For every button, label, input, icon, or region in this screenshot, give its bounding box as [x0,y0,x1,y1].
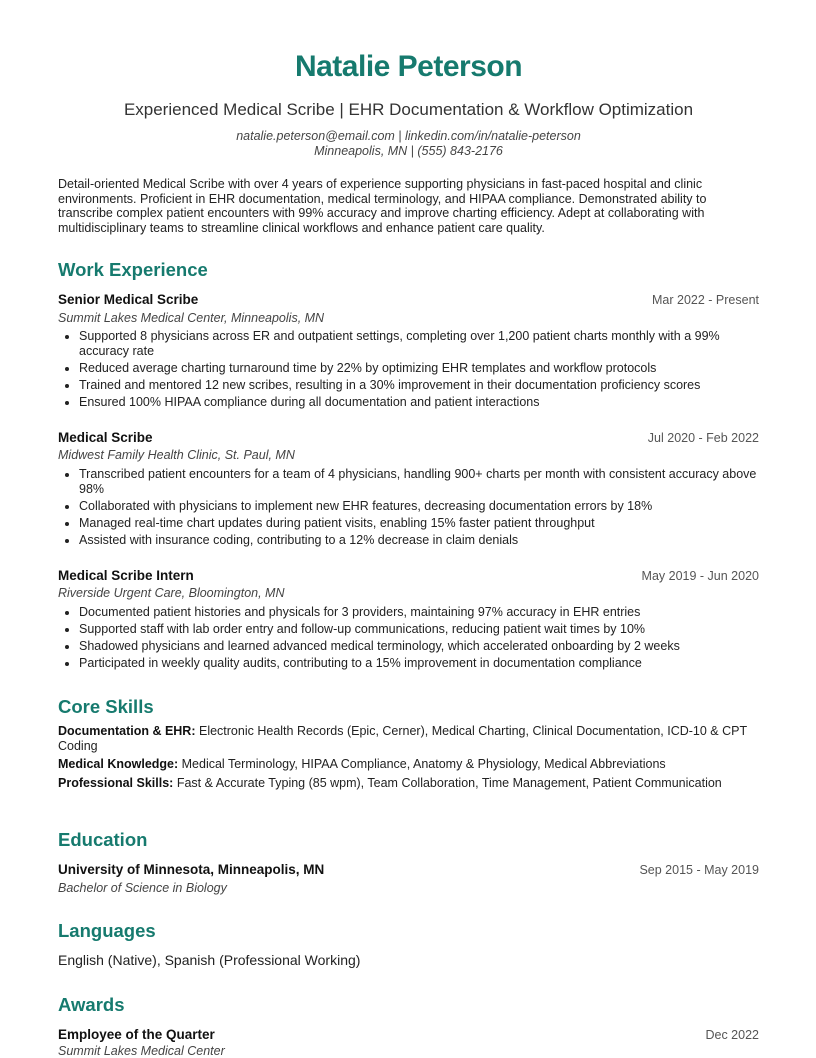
education-dates: Sep 2015 - May 2019 [639,863,759,877]
job-organization: Summit Lakes Medical Center, Minneapolis, MN [58,311,325,325]
award-title: Employee of the Quarter [58,1027,215,1042]
list-item: • Trained and mentored 12 new scribes, resulting in a 30% improvement in their documentation proficiency scores [79,378,759,393]
list-item: • Assisted with insurance coding, contributing to a 12% decrease in claim denials [79,533,759,548]
list-item: • Collaborated with physicians to implement new EHR features, decreasing documentation errors by 18% [79,499,759,514]
school-name: University of Minnesota, Minneapolis, MN [58,862,325,877]
list-item: • Supported 8 physicians across ER and outpatient settings, completing over 1,200 patient charts monthly with a 99% accuracy rate [79,329,759,358]
skill-value: Electronic Health Records (Epic, Cerner), Medical Charting, Clinical Documentation, ICD-10 & CPT Coding [58,724,747,753]
job-bullets [58,605,759,673]
section-title-work: Work Experience [58,259,208,280]
skill-line [58,776,759,791]
job-dates: Jul 2020 - Feb 2022 [647,431,759,445]
list-item: • Shadowed physicians and learned advanced medical terminology, which accelerated onboarding by 2 weeks [79,639,759,654]
headline: Experienced Medical Scribe | EHR Documentation & Workflow Optimization [123,100,694,119]
award-organization: Summit Lakes Medical Center [58,1044,225,1058]
skill-line [58,757,759,772]
professional-summary: Detail-oriented Medical Scribe with over 4 years of experience supporting physicians in fast-paced hospital and clinic environments. Proficient in EHR documentation, medical terminology, and HIPAA compliance. Demonstrated ability to transcribe complex patient encounters with 99% accuracy and improve charting efficiency. Adept at collaborating with multidisciplinary teams to streamline clinical workflows and enhance patient care quality. [58,177,707,235]
job-title: Medical Scribe Intern [58,568,194,583]
list-item: • Documented patient histories and physicals for 3 providers, maintaining 97% accuracy in EHR entries [79,605,759,620]
list-item: • Managed real-time chart updates during patient visits, enabling 15% faster patient throughput [79,516,759,531]
contact-line-email-linkedin: natalie.peterson@email.com | linkedin.com/in/natalie-peterson [236,129,581,143]
job-bullets [58,329,759,412]
skill-line [58,724,759,753]
candidate-name: Natalie Peterson [294,50,523,83]
skill-value: Fast & Accurate Typing (85 wpm), Team Collaboration, Time Management, Patient Communication [176,776,722,790]
job-bullets [58,467,759,550]
section-title-awards: Awards [58,994,125,1015]
skill-value: Medical Terminology, HIPAA Compliance, Anatomy & Physiology, Medical Abbreviations [181,757,666,771]
job-dates: May 2019 - Jun 2020 [641,569,759,583]
degree: Bachelor of Science in Biology [58,881,227,895]
list-item: • Supported staff with lab order entry and follow-up communications, reducing patient wait times by 10% [79,622,759,637]
section-title-education: Education [58,829,148,850]
job-organization: Riverside Urgent Care, Bloomington, MN [58,586,285,600]
list-item: • Reduced average charting turnaround time by 22% by optimizing EHR templates and workflow protocols [79,361,759,376]
job-organization: Midwest Family Health Clinic, St. Paul, MN [58,448,295,462]
job-title: Senior Medical Scribe [58,292,199,307]
skill-label: Professional Skills: [58,776,174,790]
job-dates: Mar 2022 - Present [652,293,759,307]
section-title-languages: Languages [58,920,156,941]
list-item: • Ensured 100% HIPAA compliance during all documentation and patient interactions [79,395,759,410]
skill-label: Medical Knowledge: [58,757,179,771]
contact-line-location-phone: Minneapolis, MN | (555) 843-2176 [314,144,503,158]
section-title-skills: Core Skills [58,696,154,717]
award-date: Dec 2022 [705,1028,759,1042]
list-item: • Transcribed patient encounters for a team of 4 physicians, handling 900+ charts per month with consistent accuracy above 98% [79,467,759,496]
languages-list: English (Native), Spanish (Professional Working) [58,952,361,968]
contact-info [58,129,759,159]
skill-label: Documentation & EHR: [58,724,196,738]
job-title: Medical Scribe [58,430,153,445]
list-item: • Participated in weekly quality audits, contributing to a 15% improvement in documentation compliance [79,656,759,671]
